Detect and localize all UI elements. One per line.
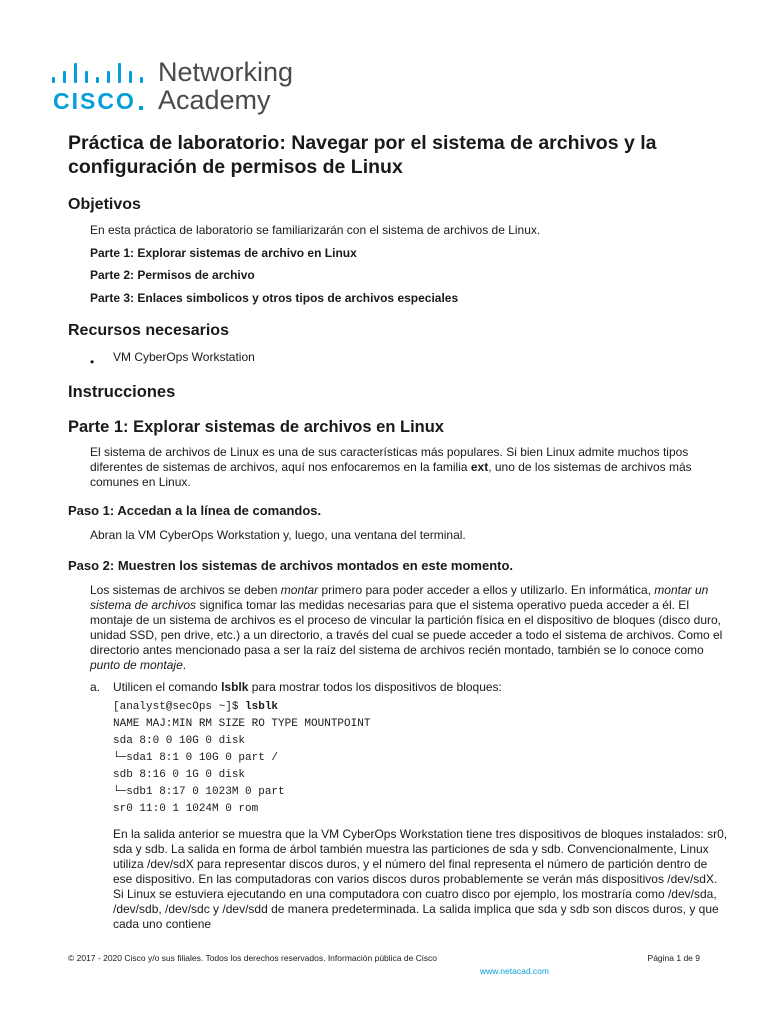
footer-url-link[interactable]: www.netacad.com [480,966,549,976]
logo-academy-text: Academy [158,85,271,115]
paso-1-text: Abran la VM CyberOps Workstation y, luego, una ventana del terminal. [90,528,466,542]
output-explanation: En la salida anterior se muestra que la VM CyberOps Workstation tiene tres dispositivos de bloques instalados: sr0, sda y sdb. La salida en forma de árbol también muestra las particiones de sda y sdb. Convencionalmente, Linux utiliza /dev/sdX para representar discos duros, y el número del final representa el número de partición dentro de ese dispositivo. En las computadoras con varios discos duros probablemente se verán más dispositivos /dev/sdX. Si Linux se estuviera ejecutando en una computadora con cuatro disco por ejemplo, los mostraría como /dev/sda, /dev/sdb, /dev/sdc y /dev/sdd de manera predeterminada. La salida implica que sda y sdb son discos duros, y que cada uno contiene [113,827,728,931]
terminal-line: └─sdb1 8:17 0 1023M 0 part [113,786,285,798]
paso-2-paragraph: Los sistemas de archivos se deben montar primero para poder acceder a ellos y utilizarlo. En informática, montar un sistema de archivos significa tomar las medidas necesarias para que el sistema operativo pueda acceder a él. El montaje de un sistema de archivos es el proceso de vincular la partición física en el dispositivo de bloques (disco duro, unidad SSD, pen drive, etc.) a un directorio, a través del cual se puede acceder a todo el sistema de archivos. Como el directorio antes mencionado pasa a ser la raíz del sistema de archivos recién montado, también se lo conoce como punto de montaje. [90,583,723,672]
cisco-bars-icon [52,59,148,83]
terminal-line: └─sda1 8:1 0 10G 0 part / [113,752,279,764]
objetivos-heading: Objetivos [68,196,141,213]
step-a-marker: a. [90,680,101,694]
objetivo-parte-1: Parte 1: Explorar sistemas de archivo en Linux [90,246,357,260]
cisco-dot [139,106,143,110]
paso-1-heading: Paso 1: Accedan a la línea de comandos. [68,503,322,518]
logo-networking-text: Networking [158,57,294,87]
terminal-output [113,699,370,818]
bullet-icon: • [90,355,95,369]
objetivo-parte-2: Parte 2: Permisos de archivo [90,268,255,282]
recurso-item: VM CyberOps Workstation [113,350,255,364]
terminal-line: sdb 8:16 0 1G 0 disk [113,769,246,781]
page-title: Práctica de laboratorio: Navegar por el sistema de archivos y la configuración de permisos de Linux [68,132,657,178]
terminal-line: sda 8:0 0 10G 0 disk [113,735,246,747]
parte-1-paragraph: El sistema de archivos de Linux es una de sus características más populares. Si bien Linux admite muchos tipos diferentes de sistemas de archivos, aquí nos enfocaremos en la familia ext, uno de los sistemas de archivos más comunes en Linux. [90,445,692,489]
terminal-line: sr0 11:0 1 1024M 0 rom [113,803,259,815]
objetivo-parte-3: Parte 3: Enlaces simbolicos y otros tipos de archivos especiales [90,291,459,305]
footer-page-number: Página 1 de 9 [647,953,700,963]
terminal-prompt-line: [analyst@secOps ~]$ lsblk [113,701,279,713]
terminal-line: NAME MAJ:MIN RM SIZE RO TYPE MOUNTPOINT [113,718,371,730]
instrucciones-heading: Instrucciones [68,383,176,401]
cisco-wordmark: CISCO [53,88,136,114]
cisco-networking-academy-logo [52,57,312,117]
recursos-heading: Recursos necesarios [68,322,229,339]
paso-2-heading: Paso 2: Muestren los sistemas de archivos montados en este momento. [68,558,514,573]
objetivos-intro: En esta práctica de laboratorio se familiarizarán con el sistema de archivos de Linux. [90,223,541,237]
parte-1-heading: Parte 1: Explorar sistemas de archivos en Linux [68,418,444,436]
footer-copyright: © 2017 - 2020 Cisco y/o sus filiales. Todos los derechos reservados. Información pública de Cisco [68,953,437,963]
step-a-text: Utilicen el comando lsblk para mostrar todos los dispositivos de bloques: [113,680,502,694]
